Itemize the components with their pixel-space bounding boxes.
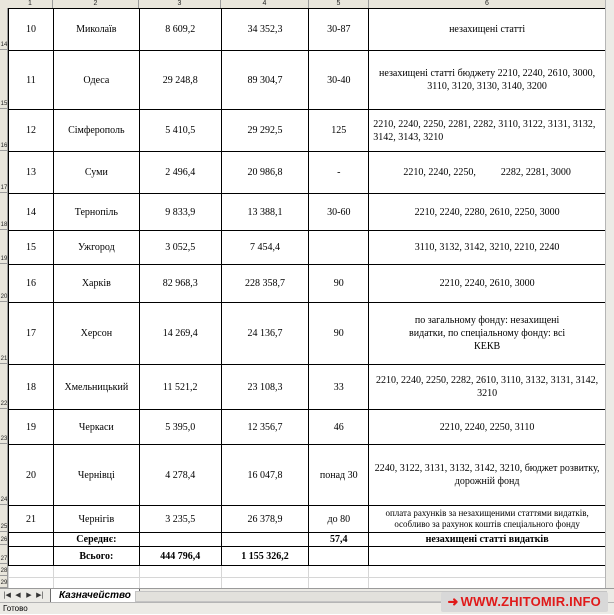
cell-number[interactable]: 20 bbox=[9, 445, 54, 506]
cell-city[interactable]: Чернівці bbox=[53, 445, 139, 506]
cell-value-1[interactable]: 2 496,4 bbox=[139, 152, 221, 194]
empty-cell[interactable] bbox=[53, 566, 139, 578]
column-header-5[interactable]: 5 bbox=[309, 0, 369, 8]
row-header[interactable]: 21 bbox=[0, 302, 8, 364]
last-sheet-button[interactable]: ▶| bbox=[36, 591, 44, 599]
cell-number[interactable]: 12 bbox=[9, 110, 54, 152]
total-row bbox=[9, 547, 606, 566]
average-articles[interactable]: незахищені статті видатків bbox=[369, 533, 606, 547]
cell-number[interactable]: 17 bbox=[9, 303, 54, 365]
cell-value-1[interactable]: 14 269,4 bbox=[139, 303, 221, 365]
first-sheet-button[interactable]: |◀ bbox=[3, 591, 11, 599]
next-sheet-button[interactable]: ▶ bbox=[26, 591, 32, 599]
empty-cell[interactable] bbox=[9, 566, 54, 578]
cell-delay[interactable] bbox=[309, 547, 369, 566]
cell-number[interactable]: 19 bbox=[9, 410, 54, 445]
cell-value-1[interactable] bbox=[139, 533, 221, 547]
empty-cell[interactable] bbox=[369, 566, 606, 578]
cell-value-1[interactable]: 3 052,5 bbox=[139, 231, 221, 265]
cell-articles[interactable]: 2240, 3122, 3131, 3132, 3142, 3210, бюджет розвитку, дорожній фонд bbox=[369, 445, 606, 506]
cell-value-2[interactable]: 16 047,8 bbox=[221, 445, 309, 506]
cell-number[interactable]: 18 bbox=[9, 365, 54, 410]
cell-value-2[interactable] bbox=[221, 533, 309, 547]
table-row bbox=[9, 51, 606, 110]
table-row bbox=[9, 410, 606, 445]
cell-articles[interactable] bbox=[369, 547, 606, 566]
cell-number[interactable] bbox=[9, 533, 54, 547]
total-value-2[interactable]: 1 155 326,2 bbox=[221, 547, 309, 566]
table-row bbox=[9, 445, 606, 506]
cell-articles[interactable]: 2210, 2240, 2280, 2610, 2250, 3000 bbox=[369, 194, 606, 231]
cell-value-2[interactable]: 7 454,4 bbox=[221, 231, 309, 265]
cell-city[interactable]: Харків bbox=[53, 265, 139, 303]
cell-city[interactable]: Сімферополь bbox=[53, 110, 139, 152]
cell-value-1[interactable]: 3 235,5 bbox=[139, 506, 221, 533]
cell-number[interactable]: 16 bbox=[9, 265, 54, 303]
empty-cell[interactable] bbox=[9, 578, 54, 589]
cell-number[interactable] bbox=[9, 547, 54, 566]
column-header-6[interactable]: 6 bbox=[369, 0, 606, 8]
empty-cell[interactable] bbox=[221, 566, 309, 578]
table-row bbox=[9, 110, 606, 152]
cell-city[interactable]: Херсон bbox=[53, 303, 139, 365]
data-table bbox=[8, 8, 606, 588]
empty-cell[interactable] bbox=[221, 578, 309, 589]
cell-articles[interactable]: 2210, 2240, 2610, 3000 bbox=[369, 265, 606, 303]
cell-value-2[interactable]: 20 986,8 bbox=[221, 152, 309, 194]
sheet-tab-treasury[interactable]: Казначейство bbox=[50, 589, 140, 603]
cell-number[interactable]: 13 bbox=[9, 152, 54, 194]
cell-city[interactable]: Миколаїв bbox=[53, 9, 139, 51]
cell-delay[interactable]: понад 30 bbox=[309, 445, 369, 506]
row-header[interactable]: 27 bbox=[0, 545, 8, 564]
cell-delay[interactable]: - bbox=[309, 152, 369, 194]
empty-row bbox=[9, 578, 606, 589]
table-row bbox=[9, 303, 606, 365]
empty-cell[interactable] bbox=[53, 578, 139, 589]
average-delay[interactable]: 57,4 bbox=[309, 533, 369, 547]
table-row bbox=[9, 9, 606, 51]
cell-value-2[interactable]: 12 356,7 bbox=[221, 410, 309, 445]
status-text: Готово bbox=[3, 604, 28, 613]
average-row bbox=[9, 533, 606, 547]
table-row bbox=[9, 152, 606, 194]
cell-delay[interactable]: 90 bbox=[309, 303, 369, 365]
empty-cell[interactable] bbox=[139, 578, 221, 589]
watermark-text: WWW.ZHITOMIR.INFO bbox=[460, 594, 601, 609]
cell-delay[interactable]: 125 bbox=[309, 110, 369, 152]
cell-delay[interactable]: 46 bbox=[309, 410, 369, 445]
cell-value-1[interactable]: 11 521,2 bbox=[139, 365, 221, 410]
cell-number[interactable]: 10 bbox=[9, 9, 54, 51]
cell-articles[interactable]: 2210, 2240, 2250, 2282, 2281, 3000 bbox=[369, 152, 606, 194]
cell-value-2[interactable]: 26 378,9 bbox=[221, 506, 309, 533]
row-header[interactable]: 17 bbox=[0, 151, 8, 193]
table-row bbox=[9, 506, 606, 533]
cell-delay[interactable]: 33 bbox=[309, 365, 369, 410]
row-header[interactable]: 22 bbox=[0, 364, 8, 409]
cell-delay[interactable] bbox=[309, 231, 369, 265]
column-header-3[interactable]: 3 bbox=[139, 0, 221, 8]
cell-city[interactable]: Черкаси bbox=[53, 410, 139, 445]
cell-city[interactable]: Ужгород bbox=[53, 231, 139, 265]
row-header[interactable]: 24 bbox=[0, 444, 8, 505]
cell-delay[interactable]: 30-87 bbox=[309, 9, 369, 51]
row-header[interactable]: 15 bbox=[0, 50, 8, 109]
cell-number[interactable]: 21 bbox=[9, 506, 54, 533]
vertical-scrollbar[interactable] bbox=[605, 0, 614, 588]
cell-articles[interactable]: оплата рахунків за незахищеними статтями видатків, особливо за рахунок коштів спеціального фонду bbox=[369, 506, 606, 533]
cell-articles[interactable]: 2210, 2240, 2250, 2281, 2282, 3110, 3122, 3131, 3132, 3142, 3143, 3210 bbox=[369, 110, 606, 152]
cell-value-1[interactable]: 5 395,0 bbox=[139, 410, 221, 445]
row-header[interactable]: 18 bbox=[0, 193, 8, 230]
row-header[interactable]: 20 bbox=[0, 264, 8, 302]
row-header[interactable]: 14 bbox=[0, 8, 8, 50]
table-row bbox=[9, 265, 606, 303]
cell-city[interactable]: Одеса bbox=[53, 51, 139, 110]
prev-sheet-button[interactable]: ◀ bbox=[15, 591, 21, 599]
cell-value-2[interactable]: 228 358,7 bbox=[221, 265, 309, 303]
cell-value-2[interactable]: 13 388,1 bbox=[221, 194, 309, 231]
cell-number[interactable]: 15 bbox=[9, 231, 54, 265]
row-header[interactable]: 26 bbox=[0, 532, 8, 545]
cell-articles[interactable]: 2210, 2240, 2250, 3110 bbox=[369, 410, 606, 445]
cell-value-2[interactable]: 89 304,7 bbox=[221, 51, 309, 110]
row-header[interactable]: 23 bbox=[0, 409, 8, 444]
row-header[interactable]: 19 bbox=[0, 230, 8, 264]
column-header-2[interactable]: 2 bbox=[53, 0, 139, 8]
cell-articles[interactable]: 3110, 3132, 3142, 3210, 2210, 2240 bbox=[369, 231, 606, 265]
cell-value-1[interactable]: 82 968,3 bbox=[139, 265, 221, 303]
arrow-icon: ➜ bbox=[447, 594, 459, 609]
cell-city[interactable]: Тернопіль bbox=[53, 194, 139, 231]
site-watermark bbox=[441, 592, 608, 612]
cell-delay[interactable]: 30-60 bbox=[309, 194, 369, 231]
empty-cell[interactable] bbox=[369, 578, 606, 589]
cell-value-1[interactable]: 29 248,8 bbox=[139, 51, 221, 110]
row-header[interactable]: 16 bbox=[0, 109, 8, 151]
cell-value-1[interactable]: 8 609,2 bbox=[139, 9, 221, 51]
table-row bbox=[9, 365, 606, 410]
cell-articles[interactable]: незахищені статті bbox=[369, 9, 606, 51]
cell-city[interactable]: Чернігів bbox=[53, 506, 139, 533]
row-header[interactable]: 29 bbox=[0, 576, 8, 588]
row-header[interactable]: 28 bbox=[0, 564, 8, 576]
cell-delay[interactable]: 90 bbox=[309, 265, 369, 303]
cell-value-2[interactable]: 23 108,3 bbox=[221, 365, 309, 410]
cell-number[interactable]: 14 bbox=[9, 194, 54, 231]
cell-city[interactable]: Суми bbox=[53, 152, 139, 194]
cell-delay[interactable]: 30-40 bbox=[309, 51, 369, 110]
cell-value-2[interactable]: 34 352,3 bbox=[221, 9, 309, 51]
total-label[interactable]: Всього: bbox=[53, 547, 139, 566]
column-header-1[interactable]: 1 bbox=[8, 0, 53, 8]
empty-cell[interactable] bbox=[139, 566, 221, 578]
average-label[interactable]: Середнє: bbox=[53, 533, 139, 547]
empty-cell[interactable] bbox=[309, 566, 369, 578]
row-header[interactable]: 25 bbox=[0, 505, 8, 532]
empty-cell[interactable] bbox=[309, 578, 369, 589]
cell-city[interactable]: Хмельницький bbox=[53, 365, 139, 410]
total-value-1[interactable]: 444 796,4 bbox=[139, 547, 221, 566]
cell-articles[interactable]: 2210, 2240, 2250, 2282, 2610, 3110, 3132, 3131, 3142, 3210 bbox=[369, 365, 606, 410]
empty-row bbox=[9, 566, 606, 578]
table-row bbox=[9, 194, 606, 231]
cell-delay[interactable]: до 80 bbox=[309, 506, 369, 533]
cell-value-1[interactable]: 4 278,4 bbox=[139, 445, 221, 506]
cell-value-2[interactable]: 24 136,7 bbox=[221, 303, 309, 365]
cell-articles[interactable]: незахищені статті бюджету 2210, 2240, 2610, 3000, 3110, 3120, 3130, 3140, 3200 bbox=[369, 51, 606, 110]
column-header-4[interactable]: 4 bbox=[221, 0, 309, 8]
cell-value-1[interactable]: 9 833,9 bbox=[139, 194, 221, 231]
cell-value-2[interactable]: 29 292,5 bbox=[221, 110, 309, 152]
cell-articles[interactable]: по загальному фонду: незахищені видатки, по спеціальному фонду: всі КЕКВ bbox=[369, 303, 606, 365]
table-row bbox=[9, 231, 606, 265]
cell-value-1[interactable]: 5 410,5 bbox=[139, 110, 221, 152]
cell-number[interactable]: 11 bbox=[9, 51, 54, 110]
